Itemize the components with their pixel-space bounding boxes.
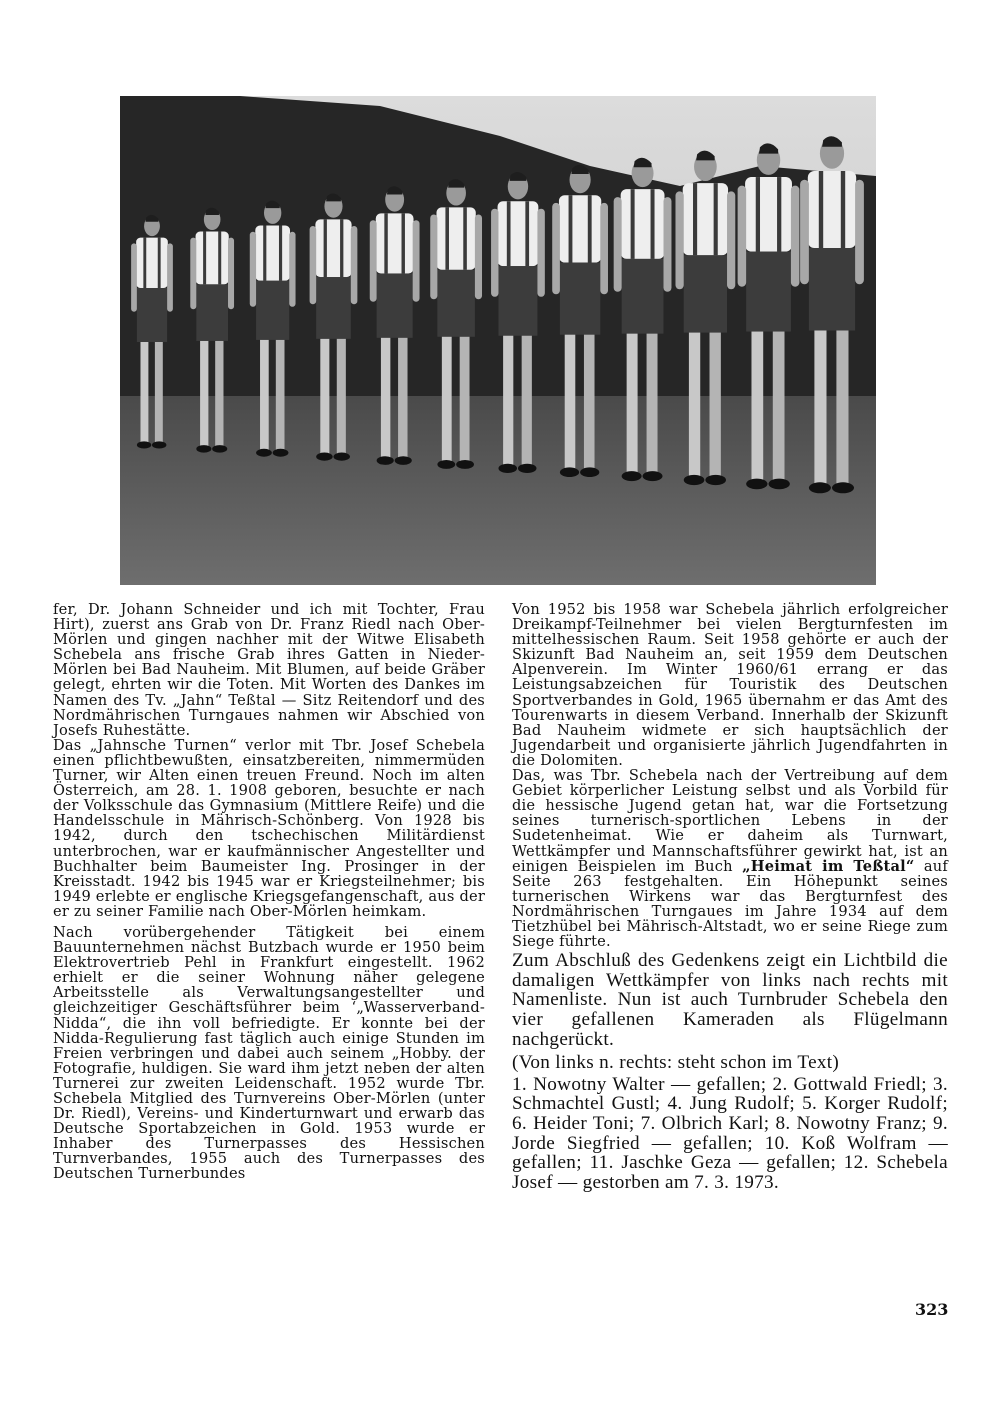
paragraph-closing: Zum Abschluß des Gedenkens zeigt ein Lichtbild die damaligen Wettkämpfer von links nach rechts mit Namenliste. Nun ist auch Turnbruder Schebela den vier gefallenen Kameraden als Flügelmann nachgerückt. bbox=[512, 950, 948, 1050]
page-number: 323 bbox=[915, 1300, 949, 1319]
paragraph-sports: Von 1952 bis 1958 war Schebela jährlich erfolgreicher Dreikampf-Teilnehmer bei vielen Bergturnfesten im mittelhessischen Raum. Seit 1958 gehörte er auch der Skizunft Bad Nauheim an, seit 1959 dem Deutschen Alpenverein. Im Winter 1960/61 errang er das Leistungsabzeichen für Touristik des Deutschen Sportverbandes in Gold, 1965 übernahm er das Amt des Tourenwarts in diesem Verband. Innerhalb der Skizunft Bad Nauheim widmete er sich hauptsächlich der Jugendarbeit und organisierte jährlich Jugendfahrten in die Dolomiten. bbox=[512, 601, 948, 769]
paragraph-legacy bbox=[512, 768, 948, 949]
paragraph-career: Nach vorübergehender Tätigkeit bei einem Bauunternehmen nächst Butzbach wurde er 1950 beim Elektrovertrieb Pehl in Frankfurt eingestellt. 1962 erhielt er die seiner Wohnung näher gelegene Arbeitsstelle als Verwaltungsangestellter und gleichzeitiger Geschäftsführer beim ‘„Wasserverband-Nidda“, die ihn voll befriedigte. Er konnte bei der Nidda-Regulierung fast täglich auch einige Stunden im Freien verbringen und dabei auch seinem „Hobby. der Fotografie, huldigen. Sie ward ihm jetzt neben der alten Turnerei zur zweiten Leidenschaft. 1952 wurde Tbr. Schebela Mitglied des Turnvereins Ober-Mörlen (unter Dr. Riedl), Vereins- und Kinderturnwart und erwarb das Deutsche Sportabzeichen in Gold. 1953 wurde er Inhaber des Turnerpasses des Hessischen Turnverbandes, 1955 auch des Turnerpasses des Deutschen Turnerbundes bbox=[53, 923, 485, 1183]
paragraph-biography: Das „Jahnsche Turnen“ verlor mit Tbr. Josef Schebela einen pflichtbewußten, einsatzbereiten, nimmermüden Turner, wir Alten einen treuen Freund. Noch im alten Österreich, am 28. 1. 1908 geboren, besuchte er nach der Volksschule das Gymnasium (Mittlere Reife) und die Handelsschule in Mährisch-Schönberg. Von 1928 bis 1942, durch den tschechischen Militärdienst unterbrochen, war er kaufmännischer Angestellter und Buchhalter beim Baumeister Ing. Prosinger in der Kreisstadt. 1942 bis 1945 war er Kriegsteilnehmer; bis 1949 erlebte er englische Kriegsgefangenschaft, aus der er zu seiner Familie nach Ober-Mörlen heimkam. bbox=[53, 736, 485, 920]
paragraph-visit-graves: fer, Dr. Johann Schneider und ich mit Tochter, Frau Hirt), zuerst ans Grab von Dr. Franz Riedl nach Ober-Mörlen und gingen nachher mit der Witwe Elisabeth Schebela ans frische Grab ihres Gatten in Nieder-Mörlen bei Bad Nauheim. Mit Blumen, auf beide Gräber gelegt, ehrten wir die Toten. Mit Worten des Dankes im Namen des Tv. „Jahn“ Teßtal — Sitz Reitendorf und des Nordmährischen Turngaues nahmen wir Abschied von Josefs Ruhestätte. bbox=[53, 601, 485, 739]
legacy-text-before: Das, was Tbr. Schebela nach der Vertreibung auf dem Gebiet körperlicher Leistung selbst und als Vorbild für die hessische Jugend getan hat, war die Fortsetzung seines turnerisch-sportlichen Lebens in der Sudetenheimat. Wie er daheim als Turnwart, Wettkämpfer und Mannschaftsführer gewirkt hat, ist an einigen Beispielen im Buch bbox=[512, 767, 948, 875]
group-photo-image bbox=[120, 96, 876, 585]
legacy-text-after: auf Seite 263 festgehalten. Ein Höhepunkt seines turnerischen Wirkens war das Bergturnfest des Nordmährischen Turngaues im Jahre 1934 auf dem Tietzhübel bei Mährisch-Altstadt, wo er seine Riege zum Siege führte. bbox=[512, 857, 948, 951]
book-title: „Heimat im Teßtal“ bbox=[742, 857, 915, 875]
names-list: 1. Nowotny Walter — gefallen; 2. Gottwald Friedl; 3. Schmachtel Gustl; 4. Jung Rudolf; 5. Korger Rudolf; 6. Heider Toni; 7. Olbrich Karl; 8. Nowotny Franz; 9. Jorde Siegfried — gefallen; 10. Koß Wolfram — gefallen; 11. Jaschke Geza — gefallen; 12. Schebela Josef — gestorben am 7. 3. 1973. bbox=[512, 1073, 948, 1193]
left-column bbox=[53, 602, 485, 1182]
right-column bbox=[512, 602, 948, 1192]
group-photo bbox=[120, 96, 876, 585]
names-intro: (Von links n. rechts: steht schon im Text) bbox=[512, 1052, 840, 1074]
